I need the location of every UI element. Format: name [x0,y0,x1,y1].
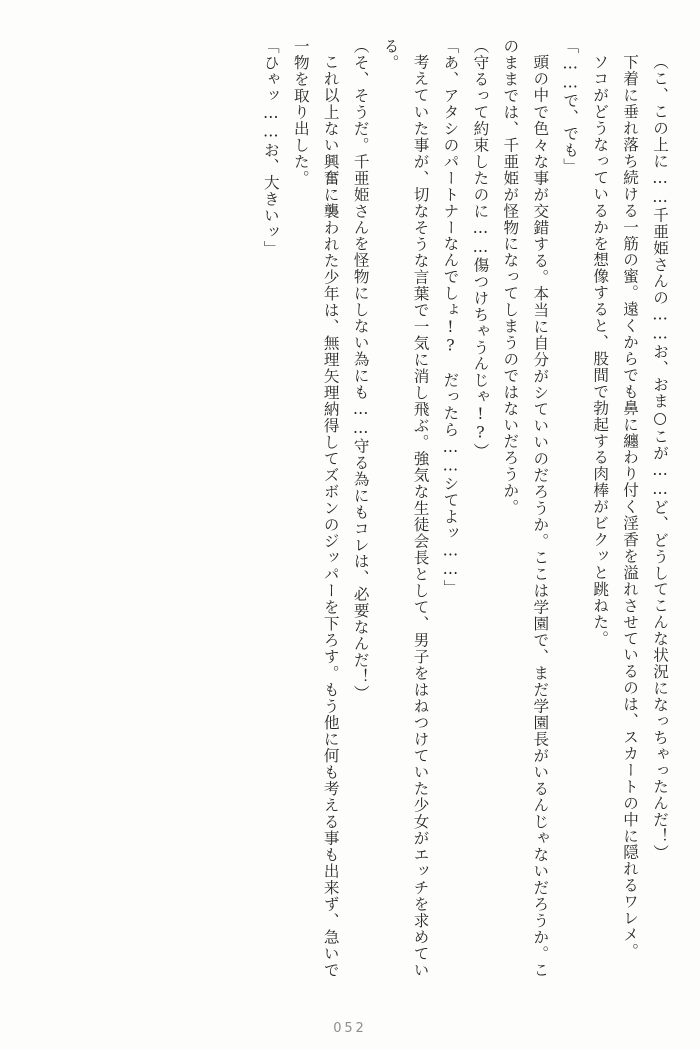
paragraph: 考えていた事が、切なそうな言葉で一気に消し飛ぶ。強気な生徒会長として、男子をはねつけていた少女がエッチを求めている。 [381,38,430,978]
paragraph: 「ひゃッ……お、大きいッ」 [261,38,280,257]
vertical-text-body [26,38,674,978]
paragraph: ソコがどうなっているかを想像すると、股間で勃起する肉棒がビクッと跳ねた。 [591,53,610,647]
paragraph: 下着に垂れ落ち続ける一筋の蜜。遠くからでも鼻に纏わり付く淫香を溢れさせているのは、スカートの中に隠れるワレメ。 [621,53,640,959]
paragraph: 頭の中で色々な事が交錯する。本当に自分がシていいのだろうか。ここは学園で、まだ学園長がいるんじゃないだろうか。このままでは、千亜姫が怪物になってしまうのではないだろうか。 [501,38,550,978]
paragraph: （こ、この上に……千亜姫さんの……お、おま○こが……ど、どうしてこんな状況になっちゃったんだ！） [651,53,669,861]
paragraph: 「あ、アタシのパートナーなんでしょ!? だったら……シてよッ……」 [441,38,460,596]
paragraph: （そ、そうだ。千亜姫さんを怪物にしない為にも……守る為にもコレは、必要なんだ！） [351,38,370,702]
paragraph: （守るって約束したのに……傷つけちゃうんじゃ!?） [471,38,490,460]
page-number: 052 [333,1021,367,1036]
paragraph: これ以上ない興奮に襲われた少年は、無理矢理納得してズボンのジッパーを下ろす。もう他に何も考える事も出来ず、急いで一物を取り出した。 [291,38,340,978]
paragraph: 「……で、でも」 [561,38,580,175]
